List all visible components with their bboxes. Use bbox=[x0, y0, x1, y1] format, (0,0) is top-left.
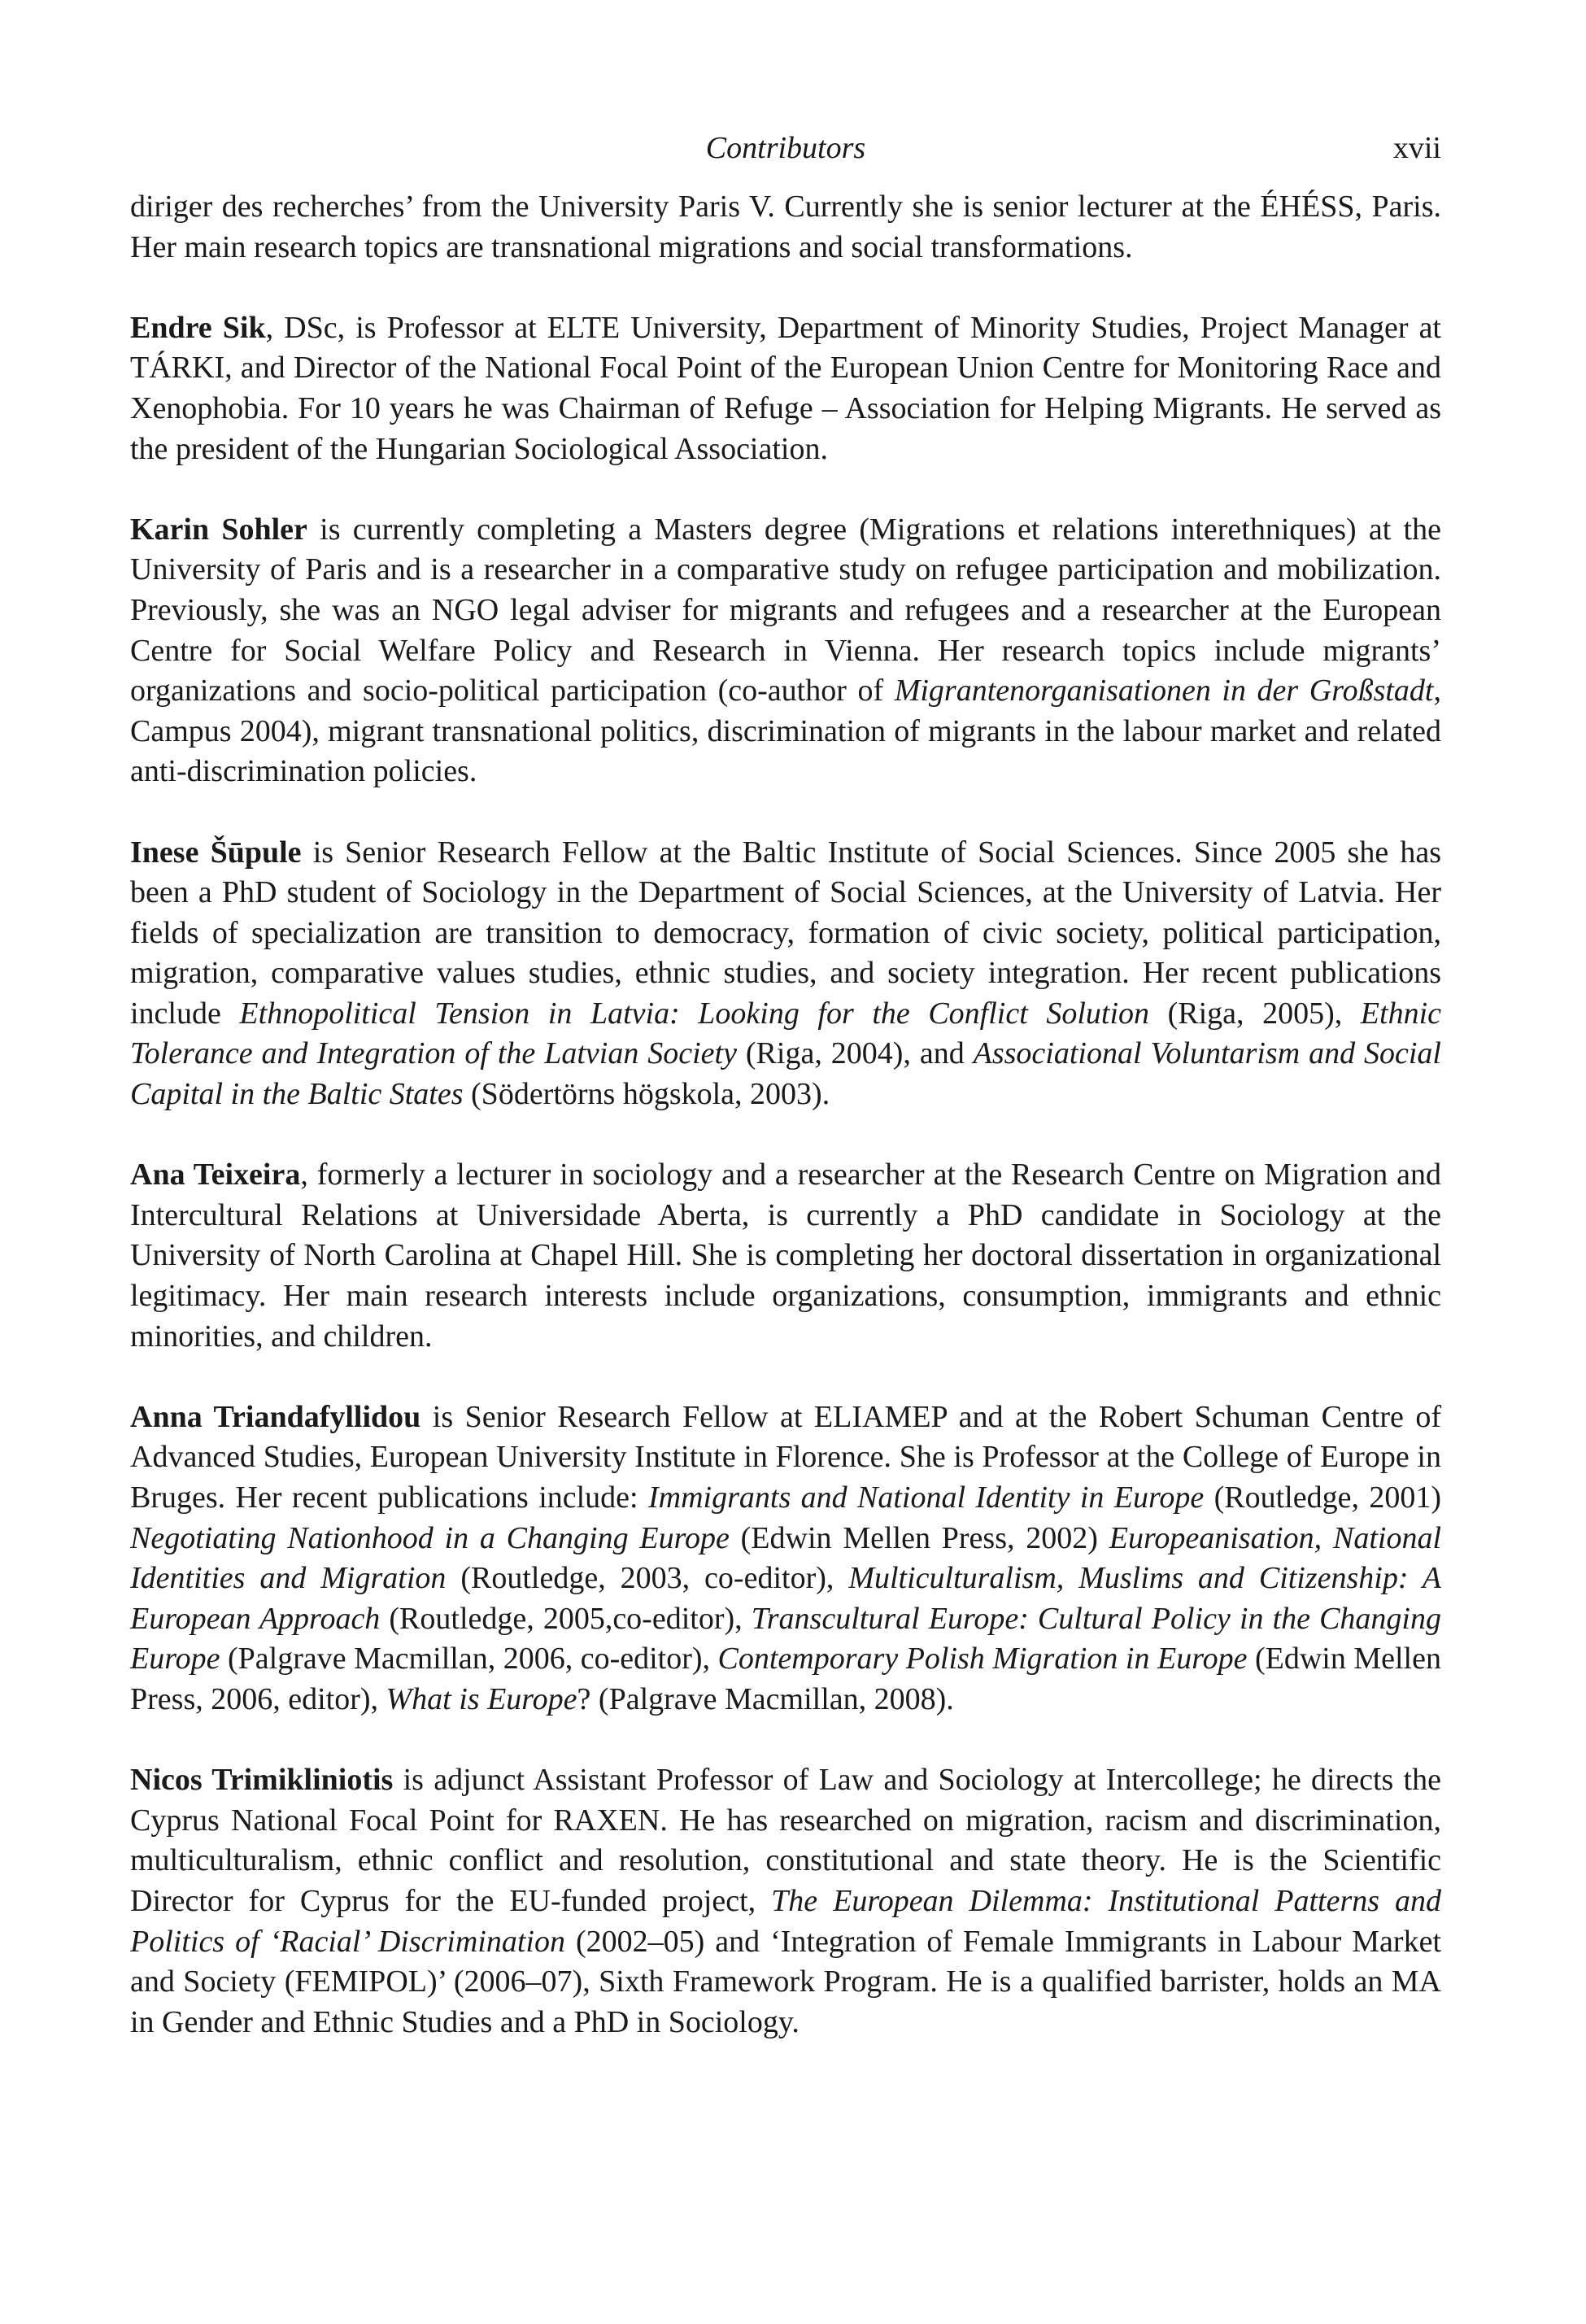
publication-title: Ethnic Tolerance and Integration of the Latvian Society bbox=[130, 996, 1441, 1071]
bio-text: (Edwin Mellen Press, 2006, editor), bbox=[130, 1642, 1441, 1716]
contributor-list bbox=[130, 187, 1441, 2043]
bio-text: diriger des recherches’ from the University Paris V. Currently she is senior lecturer at the ÉHÉSS, Paris. Her main research topics are transnational migrations and social transformations. bbox=[130, 190, 1441, 264]
bio-text: (Södertörns högskola, 2003). bbox=[463, 1077, 830, 1112]
contributor-name: Endre Sik bbox=[130, 310, 266, 345]
bio-text: , Campus 2004), migrant transnational politics, discrimination of migrants in the labour market and related anti-discrimination policies. bbox=[130, 674, 1441, 789]
publication-title: What is Europe bbox=[386, 1681, 577, 1716]
contributor-entry bbox=[130, 1397, 1441, 1720]
contributor-name: Inese Šūpule bbox=[130, 835, 302, 870]
contributor-name: Anna Triandafyllidou bbox=[130, 1399, 421, 1434]
publication-title: Negotiating Nationhood in a Changing Europe bbox=[130, 1520, 730, 1555]
bio-text: is currently completing a Masters degree (Migrations et relations interethniques) at the University of Paris and is a researcher in a comparative study on refugee participation and mobilization. Previously, she was an NGO legal adviser for migrants and refugees and a researcher at the European Centre for Social Welfare Policy and Research in Vienna. Her research topics include migrants’ organizations and socio-political participation (co-author of bbox=[130, 512, 1441, 709]
running-title: Contributors bbox=[705, 131, 866, 165]
bio-text: , DSc, is Professor at ELTE University, Department of Minority Studies, Project Manager at TÁRKI, and Director of the National Focal Point of the European Union Centre for Monitoring Race and Xenophobia. For 10 years he was Chairman of Refuge – Association for Helping Migrants. He served as the president of the Hungarian Sociological Association. bbox=[130, 310, 1441, 466]
contributor-name: Nicos Trimikliniotis bbox=[130, 1763, 394, 1798]
bio-text: (Riga, 2004), and bbox=[736, 1036, 974, 1071]
contributor-entry bbox=[130, 308, 1441, 469]
bio-text: , formerly a lecturer in sociology and a researcher at the Research Centre on Migration and Intercultural Relations at Universidade Aberta, is currently a PhD candidate in Sociology at the University of North Carolina at Chapel Hill. She is completing her doctoral dissertation in organizational legitimacy. Her main research interests include organizations, consumption, immigrants and ethnic minorities, and children. bbox=[130, 1158, 1441, 1354]
bio-text: (Riga, 2005), bbox=[1149, 996, 1361, 1031]
bio-text: ? (Palgrave Macmillan, 2008). bbox=[577, 1681, 954, 1716]
bio-text: (Routledge, 2001) bbox=[1204, 1480, 1441, 1515]
bio-text: (Routledge, 2005,co-editor), bbox=[380, 1601, 752, 1636]
page-number: xvii bbox=[1392, 131, 1441, 165]
running-head bbox=[130, 130, 1441, 187]
bio-text: is adjunct Assistant Professor of Law and Sociology at Intercollege; he directs the Cyprus National Focal Point for RAXEN. He has researched on migration, racism and discrimination, multiculturalism, ethnic conflict and resolution, constitutional and state theory. He is the Scientific Director for Cyprus for the EU-funded project, bbox=[130, 1763, 1441, 1918]
bio-text: (Edwin Mellen Press, 2002) bbox=[729, 1520, 1109, 1555]
bio-text: (Routledge, 2003, co-editor), bbox=[446, 1561, 849, 1596]
publication-title: Contemporary Polish Migration in Europe bbox=[717, 1642, 1248, 1677]
publication-title: Multiculturalism, Muslims and Citizenship: A European Approach bbox=[130, 1561, 1441, 1636]
contributor-name: Ana Teixeira bbox=[130, 1158, 301, 1193]
publication-title: Ethnopolitical Tension in Latvia: Looking for the Conflict Solution bbox=[239, 996, 1150, 1031]
contributor-name: Karin Sohler bbox=[130, 512, 307, 547]
contributor-entry bbox=[130, 1760, 1441, 2043]
contributor-entry bbox=[130, 187, 1441, 268]
publication-title: Transcultural Europe: Cultural Policy in the Changing Europe bbox=[130, 1601, 1441, 1677]
publication-title: Associational Voluntarism and Social Capital in the Baltic States bbox=[130, 1036, 1441, 1112]
publication-title: The European Dilemma: Institutional Patterns and Politics of ‘Racial’ Discrimination bbox=[130, 1883, 1441, 1959]
publication-title: Europeanisation, National Identities and Migration bbox=[130, 1520, 1442, 1596]
publication-title: Migrantenorganisationen in der Großstadt bbox=[894, 674, 1434, 709]
bio-text: (Palgrave Macmillan, 2006, co-editor), bbox=[220, 1642, 718, 1677]
bio-text: is Senior Research Fellow at the Baltic Institute of Social Sciences. Since 2005 she has been a PhD student of Sociology in the Department of Social Sciences, at the University of Latvia. Her fields of specialization are transition to democracy, formation of civic society, political participation, migration, comparative values studies, ethnic studies, and society integration. Her recent publications include bbox=[130, 835, 1441, 1031]
contributor-entry bbox=[130, 1155, 1441, 1357]
publication-title: Immigrants and National Identity in Europe bbox=[648, 1480, 1205, 1515]
contributor-entry bbox=[130, 510, 1441, 792]
bio-text: (2002–05) and ‘Integration of Female Immigrants in Labour Market and Society (FEMIPOL)’ (2006–07), Sixth Framework Program. He is a qualified barrister, holds an MA in Gender and Ethnic Studies and a PhD in Sociology. bbox=[130, 1924, 1441, 2039]
contributor-entry bbox=[130, 833, 1441, 1115]
bio-text: is Senior Research Fellow at ELIAMEP and at the Robert Schuman Centre of Advanced Studies, European University Institute in Florence. She is Professor at the College of Europe in Bruges. Her recent publications include: bbox=[130, 1399, 1441, 1515]
book-page bbox=[130, 130, 1441, 2083]
